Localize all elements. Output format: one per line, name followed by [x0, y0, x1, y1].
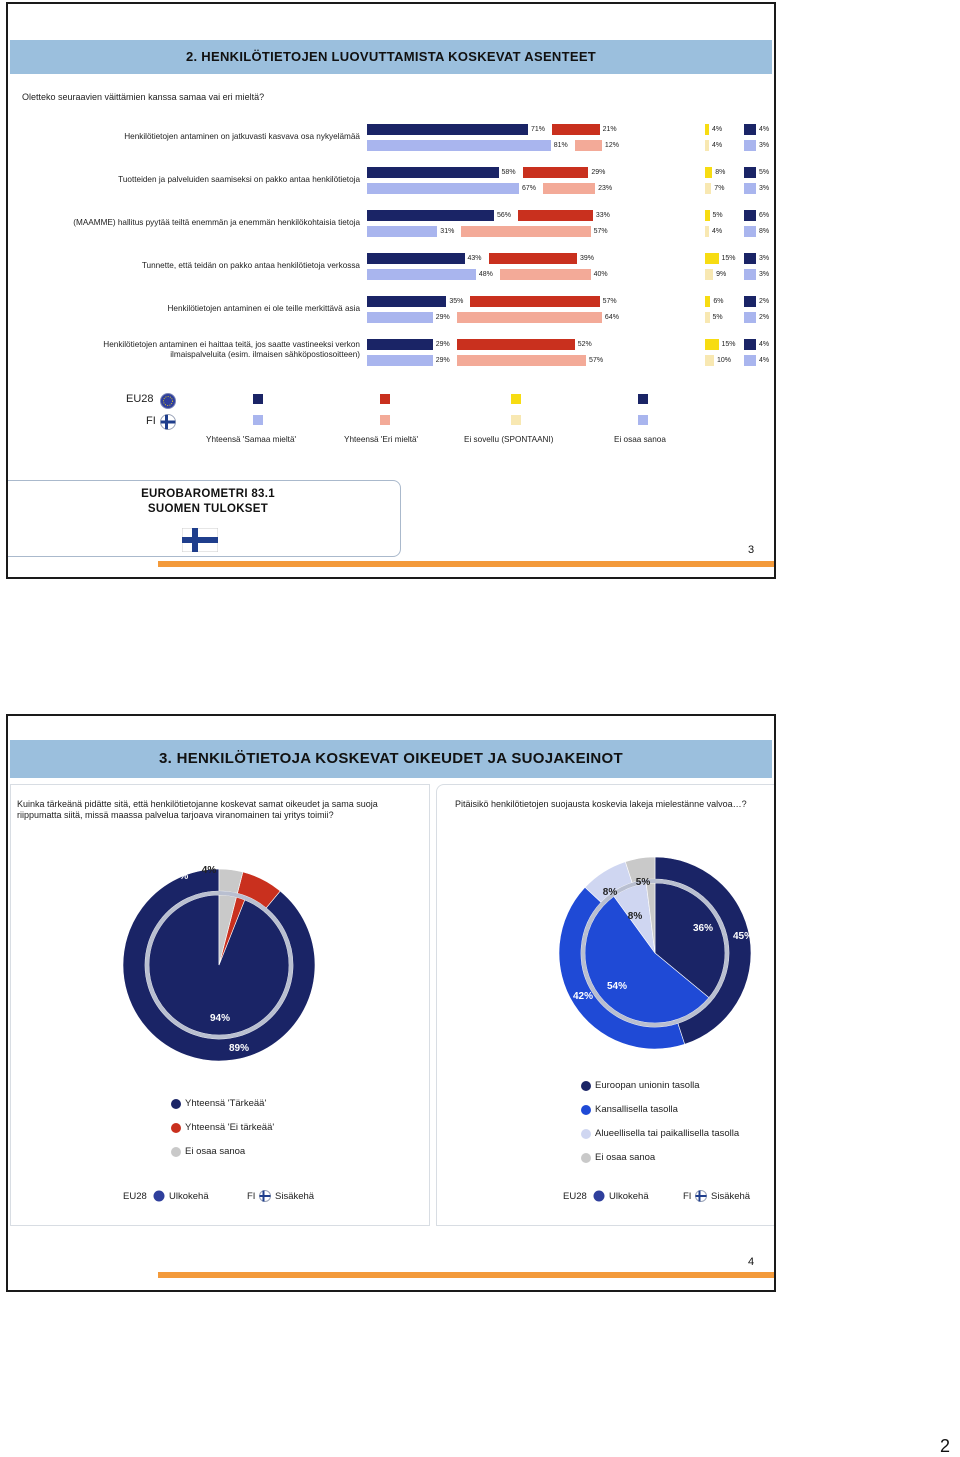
bar-value-label: 3%	[759, 142, 770, 149]
bar-value-label: 40%	[593, 271, 608, 278]
bar-value-label: 29%	[591, 169, 606, 176]
bar-value-label: 57%	[593, 228, 608, 235]
bar-agree-eu28	[367, 210, 494, 221]
legend-swatch	[253, 394, 263, 404]
bar-value-label: 6%	[759, 212, 770, 219]
bar-chart	[8, 4, 776, 384]
bar-value-label: 58%	[501, 169, 516, 176]
bar-agree-fi	[367, 140, 551, 151]
bar-disagree-fi	[461, 226, 590, 237]
bar-disagree-fi	[457, 355, 586, 366]
bar-na-fi	[705, 312, 710, 323]
footer-title-line1: EUROBAROMETRI 83.1	[141, 488, 275, 500]
bar-value-label: 15%	[721, 255, 736, 262]
bar-category-label: (MAAMME) hallitus pyytää teiltä enemmän ja enemmän henkilökohtaisia tietoja	[73, 218, 360, 227]
bar-value-label: 10%	[717, 357, 732, 364]
bar-agree-eu28	[367, 253, 465, 264]
legend-swatch	[511, 394, 521, 404]
importance-ring-chart	[119, 865, 319, 1065]
legend-dot	[581, 1153, 591, 1163]
bar-value-label: 29%	[435, 314, 450, 321]
bar-na-eu28	[705, 167, 712, 178]
slide-attitudes	[6, 2, 776, 579]
bar-disagree-fi	[457, 312, 602, 323]
bar-agree-fi	[367, 355, 433, 366]
bar-na-fi	[705, 140, 709, 151]
bar-value-label: 57%	[589, 357, 604, 364]
bar-value-label: 9%	[716, 271, 727, 278]
bar-agree-fi	[367, 269, 476, 280]
bar-category-label: Tunnette, että teidän on pakko antaa henkilötietoja verkossa	[141, 261, 360, 270]
legend-eu28-label: EU28	[126, 393, 154, 405]
bar-value-label: 12%	[604, 142, 619, 149]
bar-value-label: 4%	[712, 142, 723, 149]
bar-value-label: 64%	[604, 314, 619, 321]
slide-title: 2. HENKILÖTIETOJEN LUOVUTTAMISTA KOSKEVAT ASENTEET	[10, 40, 772, 74]
slice-value-label: 94%	[209, 1013, 231, 1024]
supervision-ring-chart	[555, 853, 755, 1053]
legend-dot	[581, 1129, 591, 1139]
bar-value-label: 2%	[759, 298, 770, 305]
bar-disagree-fi	[543, 183, 595, 194]
bar-na-eu28	[705, 296, 710, 307]
bar-disagree-fi	[575, 140, 602, 151]
legend-label: Alueellisella tai paikallisella tasolla	[595, 1128, 740, 1139]
ring-legend-fi: FI	[247, 1191, 256, 1202]
finland-flag-icon	[160, 414, 176, 430]
bar-disagree-eu28	[489, 253, 577, 264]
slice-value-label: 8%	[627, 911, 643, 922]
bar-value-label: 4%	[759, 357, 770, 364]
bar-value-label: 2%	[759, 314, 770, 321]
bar-disagree-eu28	[552, 124, 600, 135]
accent-stripe	[158, 1272, 776, 1278]
legend-label: Ei osaa sanoa	[595, 1152, 656, 1163]
bar-value-label: 23%	[598, 185, 613, 192]
bar-value-label: 29%	[435, 357, 450, 364]
legend-swatch	[638, 394, 648, 404]
bar-value-label: 29%	[435, 341, 450, 348]
bar-category-label: Henkilötietojen antaminen ei ole teille merkittävä asia	[167, 304, 360, 313]
bar-agree-fi	[367, 183, 519, 194]
bar-category-label: Henkilötietojen antaminen on jatkuvasti kasvava osa nykyelämää	[124, 132, 360, 141]
bar-dk-fi	[744, 140, 756, 151]
footer-box	[7, 480, 401, 557]
bar-category-label: Henkilötietojen antaminen ei haittaa teitä, jos saatte vastineeksi verkon ilmaispalveluita (esim. ilmaisen sähköpostiosoitteen)	[103, 340, 360, 359]
accent-stripe	[158, 561, 776, 567]
bar-disagree-eu28	[523, 167, 589, 178]
bar-value-label: 31%	[440, 228, 455, 235]
legend-dot	[581, 1081, 591, 1091]
slice-value-label: 4%	[201, 865, 217, 876]
bar-na-eu28	[705, 339, 719, 350]
legend-series-label: Yhteensä 'Eri mieltä'	[344, 435, 419, 444]
ring-legend-outer: Ulkokehä	[609, 1191, 649, 1202]
bar-value-label: 3%	[759, 255, 770, 262]
bar-agree-eu28	[367, 339, 433, 350]
legend-series-label: Ei sovellu (SPONTAANI)	[464, 435, 554, 444]
legend-dot	[171, 1147, 181, 1157]
left-question: Kuinka tärkeänä pidätte sitä, että henkilötietojanne koskevat samat oikeudet ja sama suoja riippumatta siitä, missä maassa palvelua tarjoava viranomainen tai yritys toimii?	[17, 799, 378, 820]
legend-swatch	[638, 415, 648, 425]
bar-na-fi	[705, 269, 713, 280]
slice-value-label: 7%	[173, 871, 189, 882]
bar-value-label: 71%	[531, 126, 546, 133]
finland-flag-icon	[695, 1190, 707, 1202]
bar-value-label: 7%	[714, 185, 725, 192]
bar-value-label: 21%	[602, 126, 617, 133]
bar-agree-fi	[367, 312, 433, 323]
slice-value-label: 54%	[606, 981, 628, 992]
slice-value-label: 42%	[572, 991, 594, 1002]
legend-label: Ei osaa sanoa	[185, 1146, 246, 1157]
legend-dot	[581, 1105, 591, 1115]
bar-dk-eu28	[744, 296, 756, 307]
page-number: 3	[748, 544, 755, 556]
document-page-number: 2	[940, 1436, 951, 1456]
bar-dk-fi	[744, 312, 756, 323]
legend-series-label: Yhteensä 'Samaa mieltä'	[206, 435, 297, 444]
legend-label: Kansallisella tasolla	[595, 1104, 678, 1115]
bar-value-label: 8%	[759, 228, 770, 235]
right-question: Pitäisikö henkilötietojen suojausta koskevia lakeja mielestänne valvoa…?	[455, 799, 747, 809]
ring-legend-inner: Sisäkehä	[711, 1191, 751, 1202]
bar-dk-fi	[744, 355, 756, 366]
bar-value-label: 35%	[449, 298, 464, 305]
legend-swatch	[511, 415, 521, 425]
bar-value-label: 5%	[712, 212, 723, 219]
bar-value-label: 33%	[595, 212, 610, 219]
bar-dk-eu28	[744, 339, 756, 350]
bar-value-label: 81%	[553, 142, 568, 149]
bar-disagree-eu28	[457, 339, 575, 350]
bar-value-label: 5%	[759, 169, 770, 176]
bar-dk-fi	[744, 183, 756, 194]
left-panel	[10, 784, 430, 1226]
ring-legend-eu: EU28	[563, 1191, 587, 1202]
finland-flag-icon	[182, 528, 218, 552]
survey-question: Oletteko seuraavien väittämien kanssa samaa vai eri mieltä?	[22, 92, 265, 102]
eu-flag-icon	[160, 393, 176, 409]
bar-value-label: 5%	[712, 314, 723, 321]
legend-swatch	[380, 394, 390, 404]
bar-disagree-fi	[500, 269, 591, 280]
right-panel	[436, 784, 776, 1226]
bar-dk-eu28	[744, 210, 756, 221]
bar-value-label: 4%	[712, 126, 723, 133]
bar-agree-eu28	[367, 167, 499, 178]
bar-dk-eu28	[744, 124, 756, 135]
bar-value-label: 15%	[721, 341, 736, 348]
legend-dot	[171, 1099, 181, 1109]
ring-legend-fi: FI	[683, 1191, 692, 1202]
bar-agree-fi	[367, 226, 437, 237]
bar-na-fi	[705, 355, 714, 366]
slide-title: 3. HENKILÖTIETOJA KOSKEVAT OIKEUDET JA SUOJAKEINOT	[10, 740, 772, 778]
bar-dk-eu28	[744, 167, 756, 178]
bar-value-label: 6%	[713, 298, 724, 305]
legend-swatch	[380, 415, 390, 425]
bar-value-label: 57%	[602, 298, 617, 305]
bar-value-label: 52%	[577, 341, 592, 348]
bar-disagree-eu28	[518, 210, 593, 221]
bar-value-label: 39%	[579, 255, 594, 262]
legend-series-label: Ei osaa sanoa	[614, 435, 666, 444]
slice-value-label: 5%	[635, 877, 651, 888]
bar-na-eu28	[705, 124, 709, 135]
finland-flag-icon	[259, 1190, 271, 1202]
ring-legend-outer: Ulkokehä	[169, 1191, 209, 1202]
bar-value-label: 56%	[497, 212, 512, 219]
bar-value-label: 4%	[712, 228, 723, 235]
eu-flag-icon	[153, 1190, 165, 1202]
legend-label: Euroopan unionin tasolla	[595, 1080, 700, 1091]
bar-agree-eu28	[367, 124, 528, 135]
bar-value-label: 43%	[467, 255, 482, 262]
eu-flag-icon	[593, 1190, 605, 1202]
legend-swatch	[253, 415, 263, 425]
legend-label: Yhteensä 'Tärkeää'	[185, 1098, 267, 1109]
slice-value-label: 45%	[732, 931, 754, 942]
slice-value-label: 89%	[228, 1043, 250, 1054]
bar-value-label: 3%	[759, 185, 770, 192]
legend-label: Yhteensä 'Ei tärkeää'	[185, 1122, 275, 1133]
bar-value-label: 4%	[759, 341, 770, 348]
bar-na-eu28	[705, 210, 710, 221]
bar-value-label: 67%	[521, 185, 536, 192]
bar-value-label: 4%	[759, 126, 770, 133]
bar-dk-eu28	[744, 253, 756, 264]
bar-na-fi	[705, 226, 709, 237]
bar-value-label: 8%	[715, 169, 726, 176]
bar-value-label: 3%	[759, 271, 770, 278]
bar-value-label: 48%	[478, 271, 493, 278]
bar-agree-eu28	[367, 296, 446, 307]
slice-value-label: 36%	[692, 923, 714, 934]
bar-na-fi	[705, 183, 711, 194]
bar-dk-fi	[744, 226, 756, 237]
ring-legend-inner: Sisäkehä	[275, 1191, 315, 1202]
legend-dot	[171, 1123, 181, 1133]
bar-na-eu28	[705, 253, 719, 264]
slide-rights	[6, 714, 776, 1292]
bar-category-label: Tuotteiden ja palveluiden saamiseksi on pakko antaa henkilötietoja	[118, 175, 360, 184]
footer-title-line2: SUOMEN TULOKSET	[147, 503, 269, 515]
ring-legend-eu: EU28	[123, 1191, 147, 1202]
slice-value-label: 8%	[602, 887, 618, 898]
page-number: 4	[748, 1256, 755, 1268]
bar-disagree-eu28	[470, 296, 599, 307]
legend-fi-label: FI	[146, 415, 156, 427]
bar-dk-fi	[744, 269, 756, 280]
